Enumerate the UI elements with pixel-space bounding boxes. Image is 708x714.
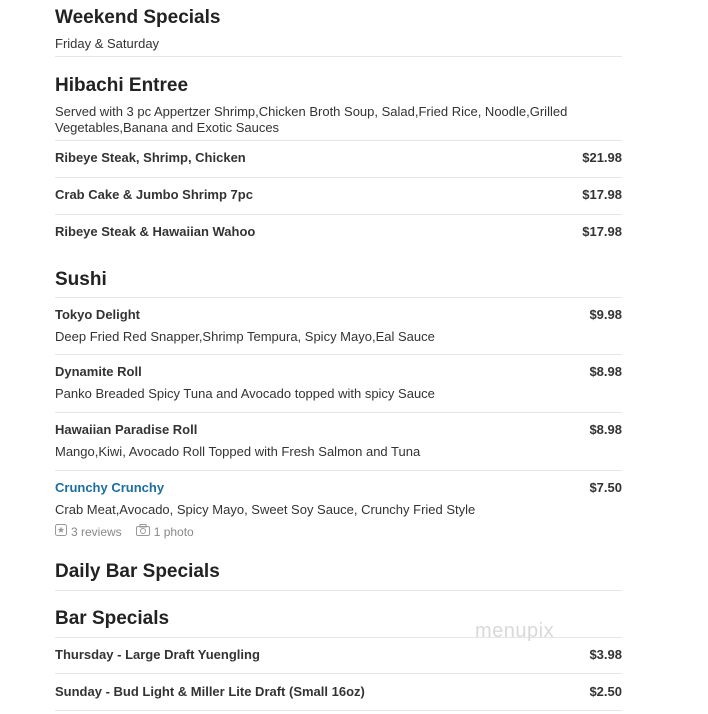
weekend-section [55,7,622,52]
menu-item [55,422,622,459]
divider [55,354,622,355]
menu-item [55,647,622,662]
item-description: Deep Fried Red Snapper,Shrimp Tempura, Spicy Mayo,Eal Sauce [55,329,435,344]
divider [55,140,622,141]
daily-bar-section [55,561,622,583]
item-price: $8.98 [589,364,622,379]
divider [55,710,622,711]
item-meta [55,524,622,539]
hibachi-section [55,75,622,136]
weekend-title: Weekend Specials [55,7,221,28]
item-description: Mango,Kiwi, Avocado Roll Topped with Fresh Salmon and Tuna [55,444,421,459]
divider [55,412,622,413]
item-name: Ribeye Steak, Shrimp, Chicken [55,150,246,165]
review-icon [55,524,67,539]
item-link-crunchy-crunchy[interactable]: Crunchy Crunchy [55,480,165,495]
menu-item [55,150,622,165]
item-name: Sunday - Bud Light & Miller Lite Draft (Small 16oz) [55,684,365,699]
divider [55,673,622,674]
divider [55,214,622,215]
divider [55,470,622,471]
camera-icon [136,524,150,539]
divider [55,177,622,178]
item-price: $17.98 [582,187,622,202]
sushi-title: Sushi [55,269,107,290]
item-price: $21.98 [582,150,622,165]
bar-title: Bar Specials [55,608,170,629]
item-name: Thursday - Large Draft Yuengling [55,647,260,662]
divider [55,297,622,298]
item-price: $17.98 [582,224,622,239]
sushi-section [55,269,622,291]
menupix-watermark: menupix [475,620,555,642]
daily-bar-title: Daily Bar Specials [55,561,220,582]
item-price: $7.50 [589,480,622,495]
photos-link[interactable]: 1 photo [153,524,194,539]
menu-item [55,224,622,239]
weekend-subtitle: Friday & Saturday [55,36,160,51]
item-name: Hawaiian Paradise Roll [55,422,198,437]
item-price: $8.98 [589,422,622,437]
menu-item [55,684,622,699]
item-name: Dynamite Roll [55,364,142,379]
menu-item [55,364,622,401]
menu-item [55,187,622,202]
item-description: Panko Breaded Spicy Tuna and Avocado topped with spicy Sauce [55,386,435,401]
item-name: Tokyo Delight [55,307,140,322]
menu-item [55,307,622,344]
item-description: Crab Meat,Avocado, Spicy Mayo, Sweet Soy Sauce, Crunchy Fried Style [55,502,476,517]
reviews-link[interactable]: 3 reviews [71,524,122,539]
item-price: $2.50 [589,684,622,699]
hibachi-description: Served with 3 pc Appertzer Shrimp,Chicken Broth Soup, Salad,Fried Rice, Noodle,Grilled Vegetables,Banana and Exotic Sauces [55,104,568,135]
divider [55,590,622,591]
hibachi-title: Hibachi Entree [55,75,189,96]
item-name: Crab Cake & Jumbo Shrimp 7pc [55,187,253,202]
item-price: $3.98 [589,647,622,662]
menu-item [55,480,622,539]
divider [55,56,622,57]
item-price: $9.98 [589,307,622,322]
item-name: Ribeye Steak & Hawaiian Wahoo [55,224,256,239]
